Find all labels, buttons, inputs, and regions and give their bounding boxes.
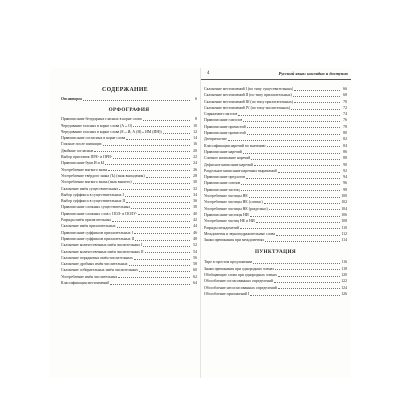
toc-leader-dots	[118, 277, 190, 278]
toc-entry-page: 32	[193, 186, 197, 191]
toc-entry-page: 24	[193, 161, 197, 166]
toc-entry-text: Обобщающие слова при однородных членах	[204, 273, 278, 278]
toc-entry-page: 58	[193, 262, 197, 267]
toc-leader-dots	[133, 126, 190, 127]
toc-leader-dots	[275, 269, 340, 270]
toc-entry-text: Употребление частицы НЕ (слитно)	[204, 200, 263, 205]
toc-entry-text: Классификация наречий по значению	[204, 143, 266, 148]
toc-entry-page: 38	[193, 205, 197, 210]
toc-entry-page: 16	[193, 142, 197, 147]
toc-entry-page: 122	[341, 279, 347, 284]
toc-leader-dots	[278, 172, 340, 173]
toc-leader-dots	[134, 259, 190, 260]
toc-leader-dots	[294, 102, 340, 103]
toc-leader-dots	[94, 151, 190, 152]
toc-entry-page: 106	[341, 212, 347, 217]
toc-entry-page: 26	[193, 167, 197, 172]
toc-leader-dots	[294, 90, 340, 91]
toc-entry-text: Склонение количественных имён числительных I	[61, 243, 143, 248]
left-page	[50, 68, 200, 378]
toc-leader-dots	[228, 140, 340, 141]
toc-leader-dots	[125, 196, 190, 197]
toc-entry-text: Гласные после шипящих	[61, 142, 102, 147]
toc-leader-dots	[291, 109, 340, 110]
toc-entry-page: 84	[343, 143, 347, 148]
toc-entry-page: 6	[195, 97, 197, 101]
toc-entry-page: 90	[343, 162, 347, 167]
toc-entry-text: От авторов	[61, 97, 82, 101]
toc-leader-dots	[119, 189, 190, 190]
toc-leader-dots	[134, 233, 190, 234]
toc-entry-text: Правописание безударных гласных в корне слова	[61, 117, 142, 122]
toc-entry-text: Употребление мягкого знака (знак вышего)	[61, 180, 132, 185]
toc-entry-page: 110	[341, 225, 347, 230]
right-page	[201, 68, 351, 378]
toc-entry-page: 22	[193, 155, 197, 160]
toc-entry-text: Обособление приложений I	[204, 291, 250, 296]
toc-leader-dots	[112, 221, 190, 222]
toc-leader-dots	[251, 159, 340, 160]
toc-leader-dots	[264, 203, 340, 204]
toc-entry-page: 86	[343, 149, 347, 154]
toc-entry-text: Правописание причастий	[204, 124, 246, 129]
toc-entry-text: Склонение местоимений IV (по типу числительных)	[204, 105, 291, 110]
toc-entry-page: 28	[193, 173, 197, 178]
toc-leader-dots	[249, 197, 340, 198]
toc-entry-page: 60	[193, 268, 197, 273]
toc-entry-page: 116	[341, 260, 347, 265]
toc-leader-dots	[278, 288, 340, 289]
toc-entry-text: Склонение порядковых имён числительных	[61, 255, 133, 260]
toc-leader-dots	[238, 115, 340, 116]
toc-leader-dots	[247, 127, 340, 128]
toc-entry-text: Правописание сложных слов с ПОЛ- и ПОЛУ-	[61, 211, 138, 216]
toc-leader-dots	[139, 271, 190, 272]
toc-entry-text: Склонение собирательных имён числительных	[61, 268, 139, 273]
toc-entry-page: 30	[193, 180, 197, 185]
toc-entry-text: Употребление мягкого знака	[61, 167, 108, 172]
toc-entry-text: Спряжение глаголов	[204, 112, 238, 117]
toc-entry-page: 96	[343, 181, 347, 186]
toc-entry-text: Склонение дробных имён числительных	[61, 262, 128, 267]
toc-entry-text: Слитное написание наречий	[204, 156, 251, 161]
toc-entry-page: 72	[343, 105, 347, 110]
toc-leader-dots	[278, 276, 340, 277]
toc-entry-text: Правописание сложных существительных	[61, 205, 131, 210]
toc-entry-page: 34	[193, 192, 197, 197]
toc-entry-text: Правописание причастий	[204, 131, 246, 136]
toc-leader-dots	[126, 139, 190, 140]
toc-leader-dots	[241, 184, 340, 185]
toc-leader-dots	[146, 177, 190, 178]
toc-entry-page: 82	[343, 137, 347, 142]
left-toc-list	[50, 96, 200, 286]
toc-entry-page: 112	[341, 231, 347, 236]
toc-entry-page: 36	[193, 199, 197, 204]
toc-entry-text: Обособление согласованных определений	[204, 279, 273, 284]
toc-entry-page: 8	[195, 117, 197, 122]
toc-entry-page: 76	[343, 118, 347, 123]
toc-leader-dots	[143, 120, 190, 121]
toc-leader-dots	[276, 235, 340, 236]
toc-entry-text: Правописание глаголов	[204, 118, 243, 123]
toc-entry-text: Тире в простом предложении	[204, 260, 253, 265]
toc-entry[interactable]	[204, 237, 347, 243]
toc-entry-text: Выбор приставок ПРЕ- и ПРИ-	[61, 155, 113, 160]
toc-entry-page: 120	[341, 273, 347, 278]
toc-entry-page: 94	[343, 175, 347, 180]
toc-entry-page: 20	[193, 148, 197, 153]
toc-leader-dots	[274, 282, 340, 283]
toc-entry-page: 48	[193, 236, 197, 241]
toc-entry-page: 88	[343, 156, 347, 161]
toc-leader-dots	[293, 96, 340, 97]
toc-entry-text: Употребление частиц НЕ и НИ	[204, 219, 255, 224]
toc-leader-dots	[256, 222, 340, 223]
toc-leader-dots	[108, 170, 190, 171]
toc-entry-text: Чередование гласных в корне слова (Е↔И; А (Я)↔ИМ (ИН))	[61, 129, 162, 134]
toc-entry-text: Знаки препинания при однородных членах	[204, 266, 275, 271]
toc-leader-dots	[267, 146, 340, 147]
toc-leader-dots	[254, 165, 340, 166]
toc-entry-page: 74	[343, 112, 347, 117]
toc-entry-text: Склонение имён существительных	[61, 186, 119, 191]
toc-entry-page: 62	[193, 274, 197, 279]
orthography-entries	[61, 116, 197, 286]
toc-leader-dots	[163, 133, 190, 134]
toc-entry-text: Склонение местоимений III (по типу прилагательных)	[204, 99, 294, 104]
toc-entry-text: Правописание союзов	[204, 181, 241, 186]
toc-entry-page: 78	[343, 124, 347, 129]
toc-entry-page: 40	[193, 211, 197, 216]
toc-entry-page: 118	[341, 266, 347, 271]
toc-leader-dots	[145, 252, 190, 253]
toc-entry-page: 56	[193, 255, 197, 260]
toc-entry-page: 66	[343, 87, 347, 91]
toc-leader-dots	[105, 164, 190, 165]
toc-entry-page: 124	[341, 285, 347, 290]
toc-entry-page: 54	[193, 249, 197, 254]
section-title-punctuation: ПУНКТУАЦИЯ	[255, 249, 296, 256]
toc-entry-page: 42	[193, 218, 197, 223]
toc-entry-text: Употребление частицы НЕ	[204, 194, 248, 199]
toc-leader-dots	[103, 145, 190, 146]
right-toc-list	[201, 80, 351, 297]
toc-entry-text: Склонение имён прилагательных	[61, 224, 116, 229]
toc-entry-page: 64	[193, 281, 197, 286]
toc-entry-text: Правописание суффиксов прилагательных I	[61, 230, 133, 235]
toc-entry-text: Выбор суффикса в существительных II	[61, 199, 126, 204]
toc-entry-page: 70	[343, 99, 347, 104]
toc-leader-dots	[240, 228, 340, 229]
toc-entry-page: 44	[193, 224, 197, 229]
toc-entry-page: 68	[343, 93, 347, 98]
toc-leader-dots	[143, 246, 190, 247]
toc-leader-dots	[113, 158, 190, 159]
toc-entry-text: Употребление твёрдого знака (Ъ) (знак выпадения)	[61, 173, 145, 178]
toc-entry-text: Правописание букв И и Ы	[61, 161, 104, 166]
toc-leader-dots	[247, 134, 340, 135]
contents-title: СОДЕРЖАНИЕ	[102, 87, 148, 93]
toc-entry-text: Дефисное написание наречий	[204, 162, 253, 167]
toc-entry-text: Чередование гласных в корне слова (А↔О)	[61, 123, 133, 128]
running-header	[201, 68, 351, 80]
toc-entry-page: 102	[341, 200, 347, 205]
toc-entry-text: Деепричастие	[204, 137, 227, 142]
orthography-entries-continued	[204, 86, 347, 243]
toc-entry-text: Правописание частицы НИ	[204, 212, 249, 217]
toc-leader-dots	[241, 190, 340, 191]
toc-entry-page: 52	[193, 243, 197, 248]
toc-entry-page: 114	[341, 238, 347, 243]
toc-entry-page: 80	[343, 131, 347, 136]
toc-leader-dots	[243, 121, 340, 122]
toc-leader-dots	[246, 178, 340, 179]
toc-leader-dots	[250, 295, 340, 296]
toc-entry-intro[interactable]	[61, 96, 197, 102]
toc-entry-text: Склонение местоимений I (по типу существительных)	[204, 87, 294, 91]
toc-entry-page: 12	[193, 129, 197, 134]
toc-leader-dots	[243, 153, 340, 154]
toc-entry-page: 126	[341, 291, 347, 296]
toc-entry-text: Междометия и звукоподражательные слова	[204, 231, 275, 236]
toc-leader-dots	[133, 183, 190, 184]
toc-leader-dots	[110, 284, 190, 285]
toc-entry-page: 92	[343, 168, 347, 173]
toc-entry-page: 46	[193, 230, 197, 235]
toc-entry-text: Раздельное написание наречных выражений	[204, 168, 277, 173]
running-title: Русский язык: наглядно и доступно	[278, 71, 348, 76]
toc-entry-page: 108	[341, 219, 347, 224]
toc-entry[interactable]	[204, 291, 347, 297]
toc-leader-dots	[129, 265, 190, 266]
toc-entry-text: Классификация местоимений	[61, 281, 110, 286]
toc-leader-dots	[269, 209, 340, 210]
toc-entry-page: 104	[341, 206, 347, 211]
toc-entry-page: 10	[193, 123, 197, 128]
toc-leader-dots	[250, 216, 340, 217]
toc-entry-page: 98	[343, 187, 347, 192]
toc-entry-text: Склонение количественных имён числительных II	[61, 249, 144, 254]
toc-entry-text: Склонение местоимений II (по типу прилагательных)	[204, 93, 292, 98]
toc-entry-text: Правописание наречий	[204, 149, 242, 154]
toc-entry-text: Знаки препинания при междометиях	[204, 238, 265, 243]
toc-entry-text: Двойные согласные	[61, 148, 94, 153]
toc-entry-text: Выбор суффикса в существительных I	[61, 192, 124, 197]
toc-leader-dots	[117, 227, 191, 228]
toc-entry-text: Разряды имён прилагательных	[61, 218, 112, 223]
toc-leader-dots	[83, 100, 190, 101]
toc-entry-page: 100	[341, 194, 347, 199]
toc-entry-text: Правописание согласных в корне слова	[61, 136, 126, 141]
toc-entry-text: Употребление частицы НЕ (раздельно)	[204, 206, 268, 211]
toc-entry-text: Правописание частиц	[204, 187, 240, 192]
toc-leader-dots	[265, 241, 340, 242]
toc-entry-page: 14	[193, 136, 197, 141]
toc-entry-text: Правописание предлогов	[204, 175, 246, 180]
punctuation-entries	[204, 259, 347, 297]
page-number: 4	[207, 71, 210, 76]
toc-leader-dots	[138, 214, 190, 215]
toc-entry-text: Разряды междометий	[204, 225, 240, 230]
toc-leader-dots	[253, 263, 340, 264]
section-title-orthography: ОРФОГРАФИЯ	[108, 107, 150, 114]
toc-leader-dots	[126, 202, 190, 203]
toc-entry-text: Употребление имён числительных	[61, 274, 118, 279]
toc-entry-text: Правописание суффиксов прилагательных II	[61, 236, 135, 241]
toc-leader-dots	[131, 208, 190, 209]
toc-entry-text: Обособление несогласованных определений	[204, 285, 277, 290]
toc-entry[interactable]	[61, 280, 197, 286]
toc-leader-dots	[135, 240, 190, 241]
